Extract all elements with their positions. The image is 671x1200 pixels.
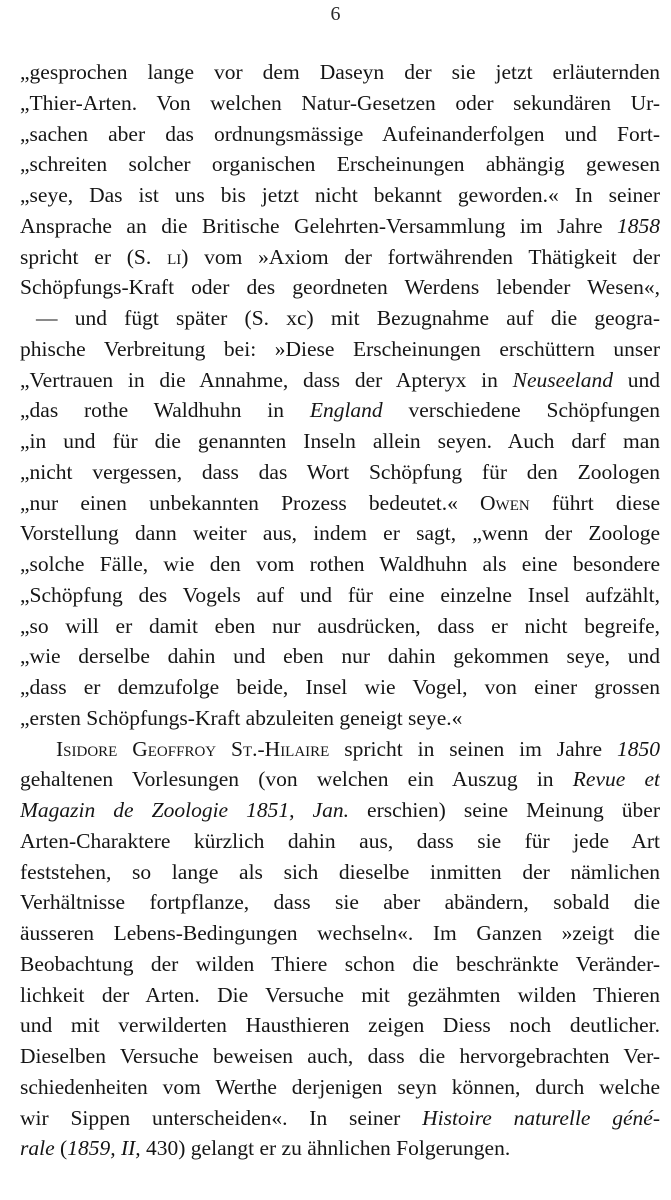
text-segment: feststehen, so lange als sich dieselbe inmitten der nämlichen bbox=[20, 859, 660, 884]
text-line bbox=[20, 1072, 660, 1103]
text-line bbox=[20, 457, 660, 488]
text-segment: gehaltenen Vorlesungen (von welchen ein Auszug in bbox=[20, 767, 573, 792]
text-segment: äusseren Lebens-Bedingungen wechseln«. Im Ganzen »zeigt die bbox=[20, 921, 660, 945]
text-segment: schiedenheiten vom Werthe derjenigen seyn können, durch welche bbox=[20, 1074, 660, 1099]
text-line bbox=[20, 857, 660, 888]
text-segment: „so will er damit eben nur ausdrücken, dass er nicht begreife, bbox=[20, 613, 660, 638]
text-line bbox=[20, 764, 660, 795]
text-line bbox=[20, 549, 660, 580]
text-line bbox=[20, 580, 660, 611]
body-text bbox=[20, 57, 660, 1164]
smallcaps-text: Isidore Geoffroy St.-Hilaire bbox=[56, 736, 330, 761]
text-segment: „in und für die genannten Inseln allein seyen. Auch darf man bbox=[20, 429, 660, 453]
text-segment: wir Sippen unterscheiden«. In seiner bbox=[20, 1105, 423, 1130]
italic-text: 1850 bbox=[617, 736, 660, 761]
text-segment: Schöpfungs-Kraft oder des geordneten Werdens lebender Wesen«, bbox=[20, 275, 660, 300]
text-line bbox=[20, 211, 660, 242]
text-line bbox=[20, 57, 660, 88]
text-line bbox=[20, 1010, 660, 1041]
text-segment: Beobachtung der wilden Thiere schon die beschränkte Veränder- bbox=[20, 951, 660, 976]
text-line bbox=[20, 734, 660, 765]
text-segment: „Vertrauen in die Annahme, dass der Apteryx in bbox=[20, 367, 513, 392]
text-line bbox=[20, 611, 660, 642]
text-segment: Arten-Charaktere kürzlich dahin aus, dass sie für jede Art bbox=[20, 828, 660, 853]
text-segment: „Schöpfung des Vogels auf und für eine einzelne Insel aufzählt, bbox=[20, 582, 660, 607]
text-line bbox=[20, 365, 660, 396]
text-segment: Dieselben Versuche beweisen auch, dass die hervorgebrachten Ver- bbox=[20, 1044, 660, 1068]
smallcaps-text: li bbox=[167, 244, 182, 269]
text-line bbox=[20, 980, 660, 1011]
text-segment: „Thier-Arten. Von welchen Natur-Gesetzen oder sekundären Ur- bbox=[20, 90, 660, 115]
italic-text: 1858 bbox=[617, 213, 660, 238]
text-line bbox=[20, 242, 660, 273]
text-line bbox=[20, 703, 660, 734]
text-line bbox=[20, 887, 660, 918]
text-line bbox=[20, 149, 660, 180]
italic-text: 1859, II, bbox=[67, 1136, 141, 1161]
text-line bbox=[20, 672, 660, 703]
text-line bbox=[20, 272, 660, 303]
text-segment: „ersten Schöpfungs-Kraft abzuleiten geneigt seye.« bbox=[20, 705, 463, 730]
text-line bbox=[20, 180, 660, 211]
text-segment: spricht er (S. bbox=[20, 244, 168, 269]
italic-text: rale bbox=[20, 1136, 55, 1161]
text-segment: phische Verbreitung bei: »Diese Erscheinungen erschüttern unser bbox=[20, 336, 660, 361]
text-line bbox=[20, 119, 660, 150]
text-segment: Ansprache an die Britische Gelehrten-Versammlung im Jahre bbox=[20, 213, 617, 238]
text-segment: „nur einen unbekannten Prozess bedeutet.« bbox=[20, 490, 481, 515]
text-line bbox=[20, 1133, 660, 1164]
text-segment: „wie derselbe dahin und eben nur dahin gekommen seye, und bbox=[20, 644, 660, 669]
text-segment: „dass er demzufolge beide, Insel wie Vogel, von einer grossen bbox=[20, 675, 660, 699]
text-segment: — und fügt später (S. xc) mit Bezugnahme auf die geogra- bbox=[36, 306, 660, 330]
smallcaps-text: Owen bbox=[480, 490, 530, 515]
text-line bbox=[20, 1103, 660, 1134]
page-number: 6 bbox=[330, 3, 341, 25]
text-line bbox=[20, 518, 660, 549]
text-segment: lichkeit der Arten. Die Versuche mit gezähmten wilden Thieren bbox=[20, 982, 660, 1007]
text-segment: führt diese bbox=[529, 490, 660, 515]
text-line bbox=[20, 795, 660, 826]
text-line bbox=[20, 88, 660, 119]
text-segment: ( bbox=[54, 1136, 68, 1161]
text-line bbox=[20, 1041, 660, 1072]
text-line bbox=[20, 426, 660, 457]
text-line bbox=[20, 641, 660, 672]
text-segment: und bbox=[612, 367, 660, 392]
text-segment: erschien) seine Meinung über bbox=[348, 798, 660, 822]
text-segment: „gesprochen lange vor dem Daseyn der sie jetzt erläuternden bbox=[20, 60, 660, 84]
text-line bbox=[20, 488, 660, 519]
italic-text: Histoire naturelle géné- bbox=[422, 1105, 660, 1130]
text-line bbox=[20, 826, 660, 857]
text-line bbox=[20, 918, 660, 949]
italic-text: Revue et bbox=[572, 767, 660, 792]
italic-text: Neuseeland bbox=[512, 367, 613, 392]
text-segment: ) vom »Axiom der fortwährenden Thätigkeit der bbox=[181, 244, 660, 269]
text-segment: und mit verwilderten Hausthieren zeigen Diess noch deutlicher. bbox=[20, 1013, 660, 1038]
italic-text: England bbox=[309, 398, 383, 423]
text-segment: „seye, Das ist uns bis jetzt nicht bekannt geworden.« In seiner bbox=[20, 183, 660, 207]
text-segment: „das rothe Waldhuhn in bbox=[20, 398, 310, 423]
text-line bbox=[20, 949, 660, 980]
text-segment: „nicht vergessen, dass das Wort Schöpfung für den Zoologen bbox=[20, 459, 660, 484]
text-line bbox=[20, 334, 660, 365]
text-line bbox=[20, 395, 660, 426]
text-segment: Verhältnisse fortpflanze, dass sie aber abändern, sobald die bbox=[20, 890, 660, 915]
text-segment: Vorstellung dann weiter aus, indem er sagt, „wenn der Zoologe bbox=[20, 521, 660, 546]
text-segment: „sachen aber das ordnungsmässige Aufeinanderfolgen und Fort- bbox=[20, 121, 660, 146]
text-segment: 430) gelangt er zu ähnlichen Folgerungen. bbox=[140, 1136, 511, 1161]
text-segment: „solche Fälle, wie den vom rothen Waldhuhn als eine besondere bbox=[20, 552, 660, 576]
italic-text: Magazin de Zoologie 1851, Jan. bbox=[20, 798, 349, 822]
text-segment: spricht in seinen im Jahre bbox=[329, 736, 617, 761]
text-segment: „schreiten solcher organischen Erscheinungen abhängig gewesen bbox=[20, 152, 660, 177]
text-line bbox=[20, 303, 660, 334]
text-segment: verschiedene Schöpfungen bbox=[382, 398, 660, 423]
